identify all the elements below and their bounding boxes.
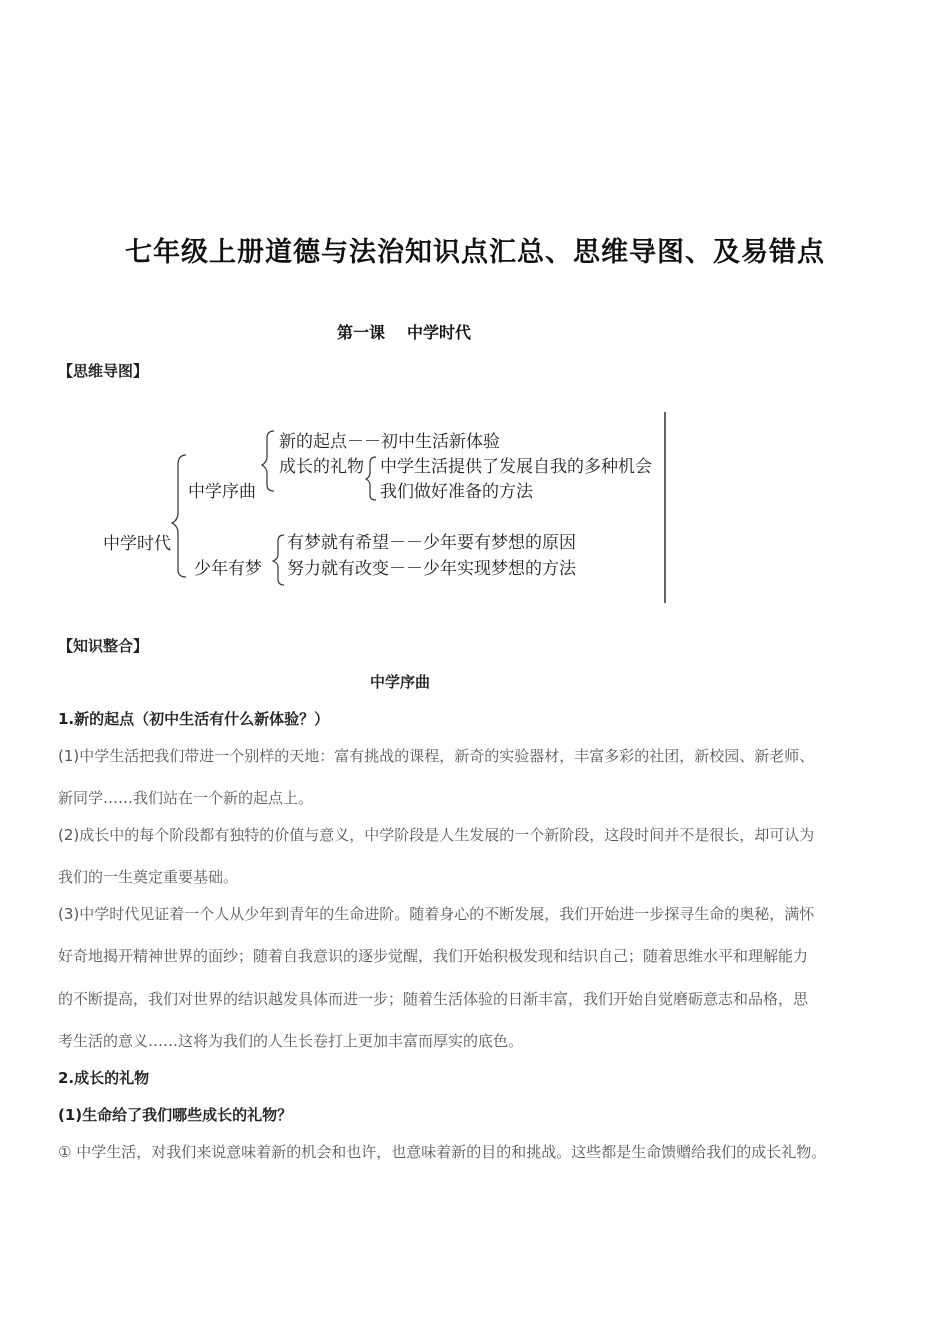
branch1-brace (262, 431, 274, 491)
heading-new-starting-point: 1.新的起点（初中生活有什么新体验？） (58, 710, 330, 728)
subheading-zhongxue-xuqu: 中学序曲 (369, 673, 430, 691)
paragraph-line: ① 中学生活，对我们来说意味着新的机会和也许，也意味着新的目的和挑战。这些都是生命馈赠给我们的成长礼物。 (58, 1143, 827, 1161)
lesson-number: 第一课 (336, 323, 385, 342)
mindmap-branch2: 少年有梦 (194, 559, 262, 579)
knowledge-section-label: 【知识整合】 (58, 637, 149, 655)
paragraph-line: (1)中学生活把我们带进一个别样的天地：富有挑战的课程，新奇的实验器材，丰富多彩的社团，新校园、新老师、 (58, 747, 815, 765)
paragraph-line: 的不断提高，我们对世界的结识越发具体而进一步；随着生活体验的日渐丰富，我们开始自觉磨砺意志和品格，思 (58, 990, 809, 1008)
mindmap-b1-item2-sub2: 我们做好准备的方法 (380, 482, 533, 502)
mindmap-root: 中学时代 (103, 534, 171, 554)
mindmap-b2-item2: 努力就有改变－－少年实现梦想的方法 (287, 559, 576, 579)
lesson-name: 中学时代 (407, 323, 472, 342)
paragraph-line: (3)中学时代见证着一个人从少年到青年的生命进阶。随着身心的不断发展，我们开始进一步探寻生命的奥秘，满怀 (58, 905, 815, 923)
mindmap-section-label: 【思维导图】 (58, 362, 149, 380)
document-title: 七年级上册道德与法治知识点汇总、思维导图、及易错点 (125, 237, 825, 268)
mindmap-branch1: 中学序曲 (188, 482, 256, 502)
paragraph-line: 好奇地揭开精神世界的面纱；随着自我意识的逐步觉醒，我们开始积极发现和结识自己；随着思维水平和理解能力 (58, 947, 809, 965)
heading-growth-gift: 2.成长的礼物 (58, 1069, 150, 1087)
branch2-brace (273, 535, 284, 585)
item2-brace (366, 457, 376, 500)
heading-growth-gift-question: (1)生命给了我们哪些成长的礼物？ (58, 1106, 293, 1124)
paragraph-line: (2)成长中的每个阶段都有独特的价值与意义，中学阶段是人生发展的一个新阶段，这段时间并不是很长，却可认为 (58, 826, 815, 844)
mindmap-b1-item2-sub1: 中学生活提供了发展自我的多种机会 (380, 457, 652, 477)
mindmap-b2-item1: 有梦就有希望－－少年要有梦想的原因 (287, 533, 576, 553)
paragraph-line: 我们的一生奠定重要基础。 (58, 868, 239, 886)
paragraph-line: 新同学……我们站在一个新的起点上。 (58, 789, 314, 807)
mindmap-b1-item1: 新的起点－－初中生活新体验 (279, 432, 500, 452)
mind-map (0, 405, 950, 610)
mindmap-b1-item2: 成长的礼物 (279, 457, 364, 477)
paragraph-line: 考生活的意义……这将为我们的人生长卷打上更加丰富而厚实的底色。 (58, 1032, 524, 1050)
lesson-heading (0, 320, 808, 343)
root-brace (172, 455, 186, 577)
